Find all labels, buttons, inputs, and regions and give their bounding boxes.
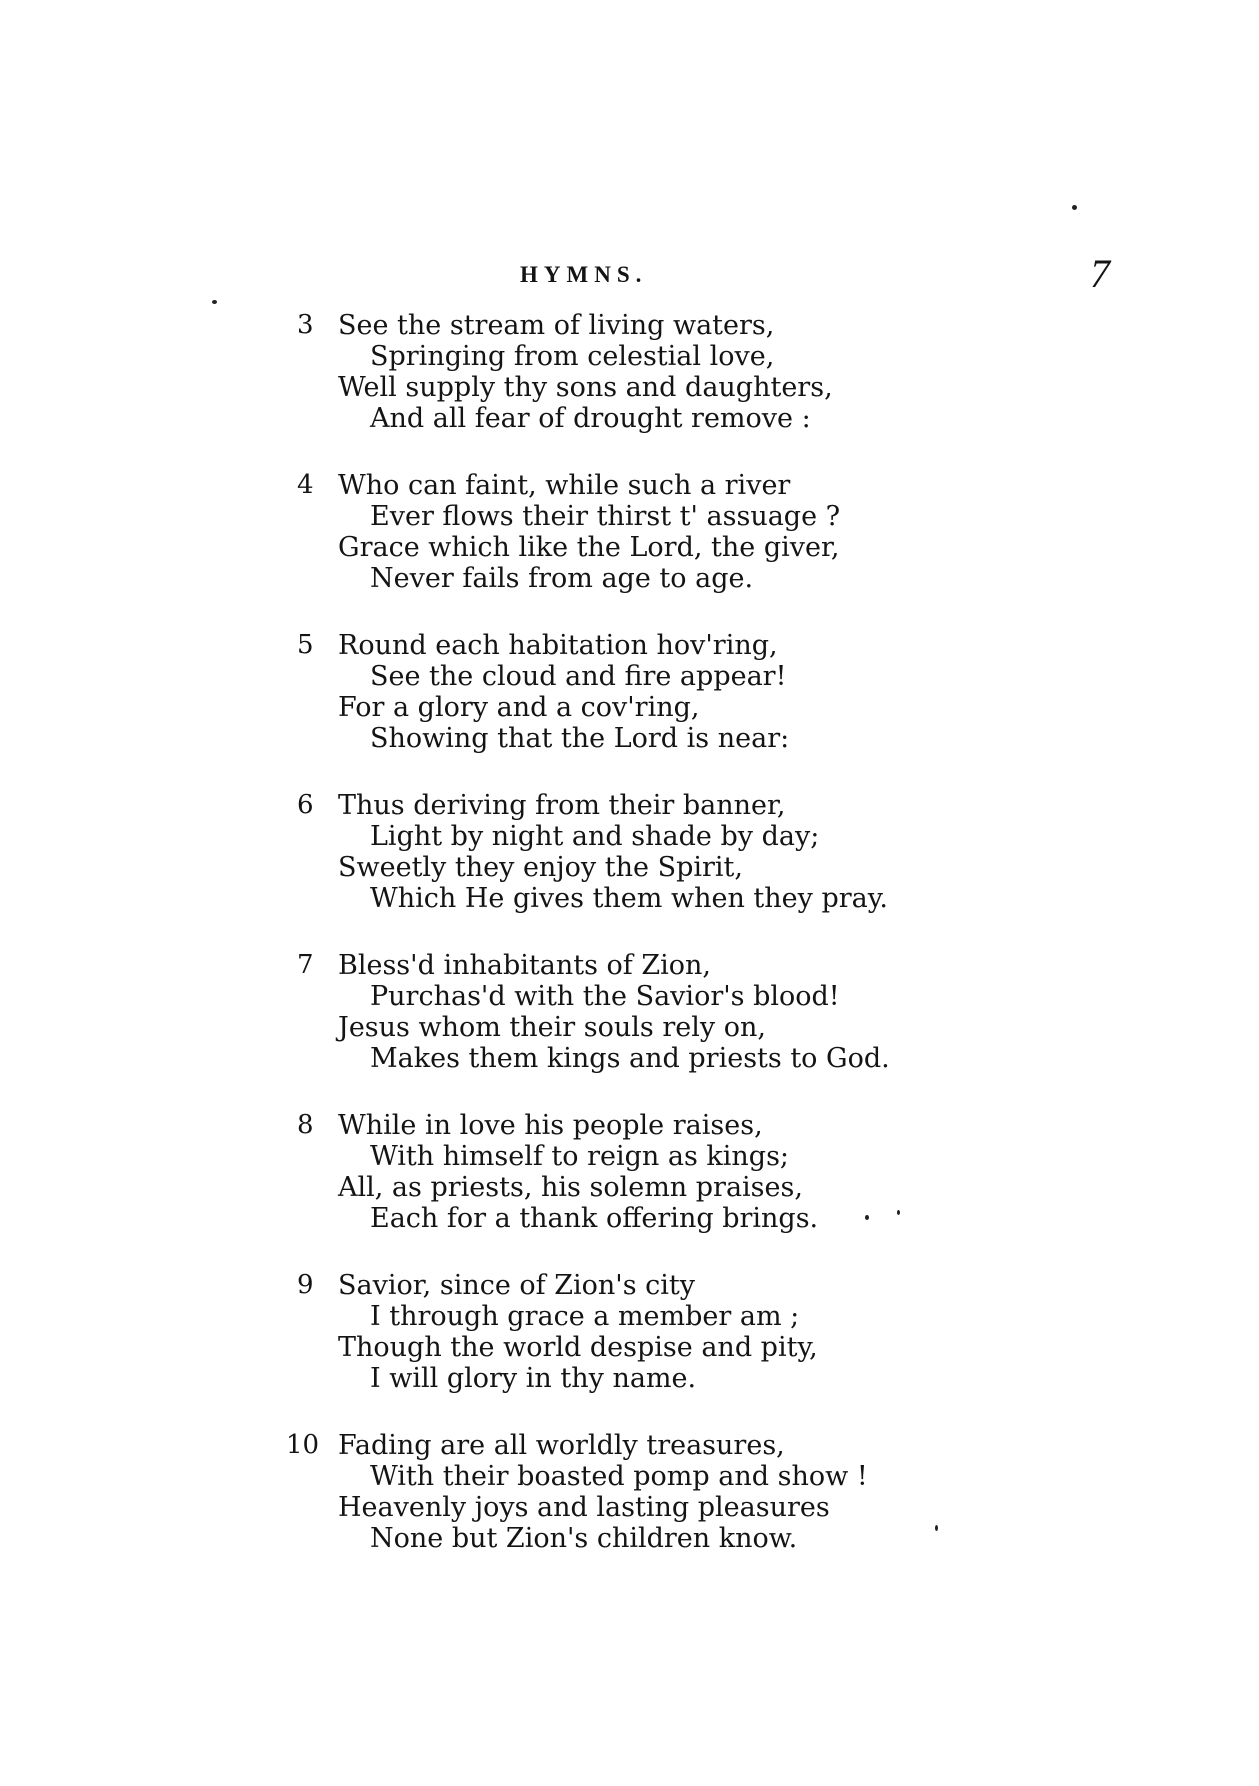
hymn-body [286, 310, 1080, 1590]
verse-line: I will glory in thy name. [370, 1363, 697, 1394]
verse-4 [297, 470, 1080, 594]
verse-line: Grace which like the Lord, the giver, [338, 532, 840, 563]
verse-line: I through grace a member am ; [370, 1301, 800, 1332]
verse-10 [286, 1430, 1080, 1554]
verse-line: Never fails from age to age. [370, 563, 754, 594]
running-head: HYMNS. [520, 262, 648, 287]
verse-6 [297, 790, 1080, 914]
verse-line: See the cloud and fire appear! [370, 661, 787, 692]
verse-line: Jesus whom their souls rely on, [338, 1012, 766, 1043]
verse-line: Savior, since of Zion's city [338, 1270, 695, 1301]
verse-3 [297, 310, 1080, 434]
verse-number: 5 [297, 630, 314, 660]
verse-5 [297, 630, 1080, 754]
verse-line: Sweetly they enjoy the Spirit, [338, 852, 743, 883]
verse-line: Makes them kings and priests to God. [370, 1043, 890, 1074]
verse-number: 4 [297, 470, 314, 500]
verse-line: See the stream of living waters, [338, 310, 775, 341]
ink-speck [212, 300, 217, 304]
verse-line: Round each habitation hov'ring, [338, 630, 778, 661]
verse-number: 7 [297, 950, 314, 980]
verse-line: With himself to reign as kings; [370, 1141, 790, 1172]
verse-line: All, as priests, his solemn praises, [338, 1172, 803, 1203]
verse-number: 8 [297, 1110, 314, 1140]
verse-line: Purchas'd with the Savior's blood! [370, 981, 840, 1012]
verse-line: Though the world despise and pity, [338, 1332, 818, 1363]
verse-number: 3 [297, 310, 314, 340]
verse-7 [297, 950, 1080, 1074]
verse-line: Fading are all worldly treasures, [338, 1430, 785, 1461]
verse-line: Each for a thank offering brings. [370, 1203, 819, 1234]
verse-line: With their boasted pomp and show ! [370, 1461, 868, 1492]
verse-8 [297, 1110, 1080, 1234]
verse-line: Heavenly joys and lasting pleasures [338, 1492, 830, 1523]
verse-9 [297, 1270, 1080, 1394]
verse-line: None but Zion's children know. [370, 1523, 798, 1554]
verse-line: Who can faint, while such a river [338, 470, 791, 501]
verse-line: While in love his people raises, [338, 1110, 763, 1141]
verse-line: Showing that the Lord is near: [370, 723, 790, 754]
verse-line: Ever flows their thirst t' assuage ? [370, 501, 841, 532]
verse-line: And all fear of drought remove : [370, 403, 811, 434]
verse-number: 9 [297, 1270, 314, 1300]
verse-line: Springing from celestial love, [370, 341, 775, 372]
verse-number: 10 [286, 1430, 320, 1460]
ink-speck [1072, 205, 1077, 210]
verse-line: Bless'd inhabitants of Zion, [338, 950, 711, 981]
verse-line: Light by night and shade by day; [370, 821, 820, 852]
verse-line: Thus deriving from their banner, [338, 790, 786, 821]
verse-line: Well supply thy sons and daughters, [338, 372, 833, 403]
verse-line: For a glory and a cov'ring, [338, 692, 700, 723]
page-number: 7 [1090, 251, 1110, 296]
verse-number: 6 [297, 790, 314, 820]
verse-line: Which He gives them when they pray. [370, 883, 889, 914]
